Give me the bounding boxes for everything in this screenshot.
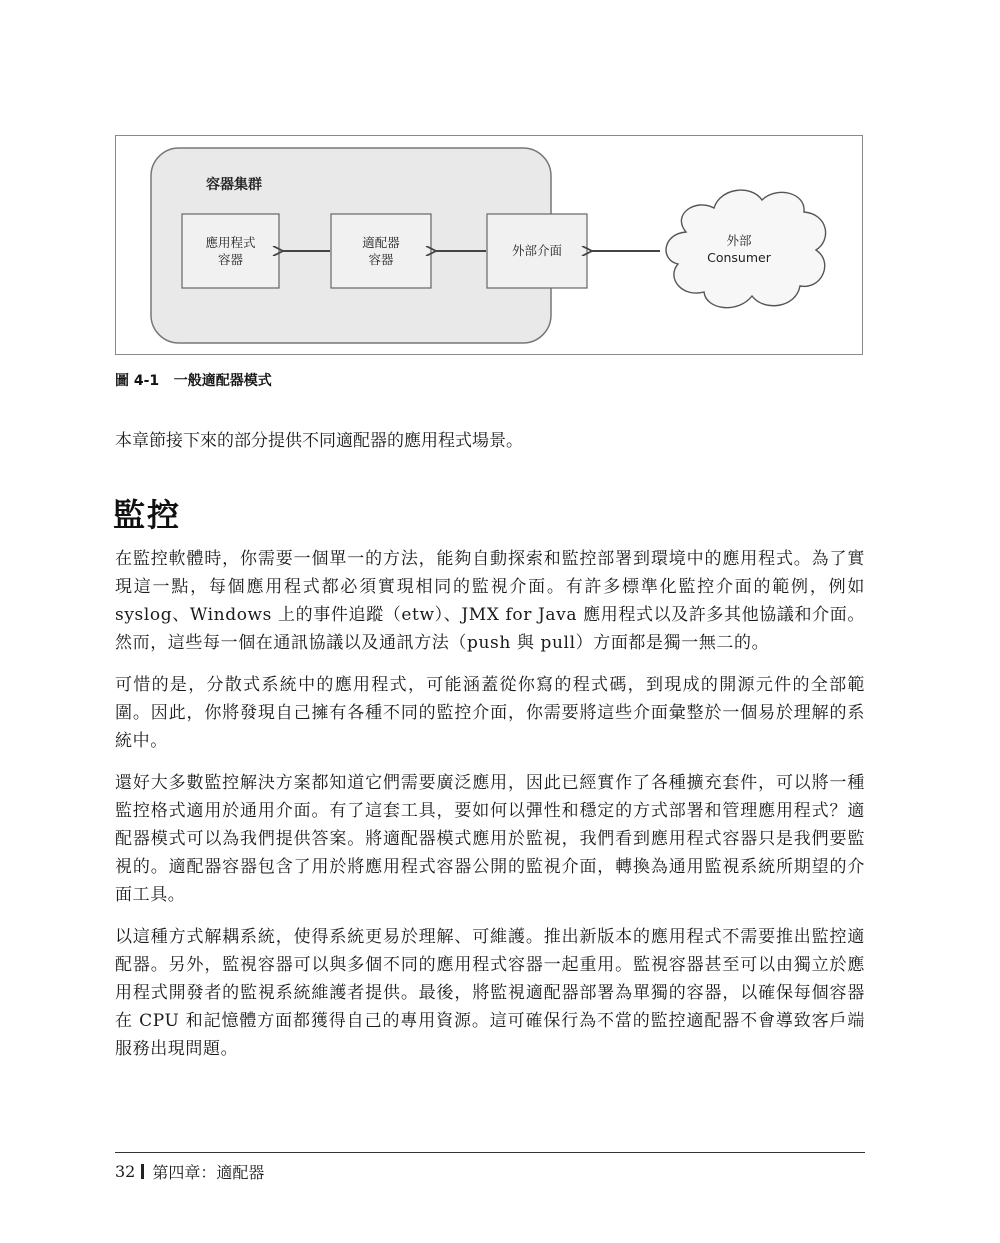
adapter-container-label-1: 適配器 [362, 235, 400, 250]
external-interface-label: 外部介面 [511, 243, 563, 258]
paragraph: 在監控軟體時，你需要一個單一的方法，能夠自動探索和監控部署到環境中的應用程式。為了實現這一點，每個應用程式都必須實現相同的監視介面。有許多標準化監控介面的範例，例如 syslog、Windows 上的事件追蹤（etw）、JMX for Java 應用程式以及許多其他協議和介面。然而，這些每一個在通訊協議以及通訊方法（push 與 pull）方面都是獨一無二的。 [115, 549, 865, 653]
app-container-label-2: 容器 [217, 252, 244, 267]
chapter-title: 第四章：適配器 [152, 1163, 265, 1182]
paragraph: 還好大多數監控解決方案都知道它們需要廣泛應用，因此已經實作了各種擴充套件，可以將一種監控格式適用於通用介面。有了這套工具，要如何以彈性和穩定的方式部署和管理應用程式？適配器模式可以為我們提供答案。將適配器模式應用於監視，我們看到應用程式容器只是我們要監視的。適配器容器包含了用於將應用程式容器公開的監視介面，轉換為通用監視系統所期望的介面工具。 [115, 773, 865, 905]
consumer-cloud [666, 190, 826, 308]
paragraph: 可惜的是，分散式系統中的應用程式，可能涵蓋從你寫的程式碼，到現成的開源元件的全部範圍。因此，你將發現自己擁有各種不同的監控介面，你需要將這些介面彙整於一個易於理解的系統中。 [115, 675, 865, 751]
adapter-container-label-2: 容器 [368, 252, 394, 267]
section-title: 監控 [113, 496, 182, 534]
cluster-label: 容器集群 [206, 177, 262, 193]
intro-paragraph: 本章節接下來的部分提供不同適配器的應用程式場景。 [115, 431, 523, 451]
adapter-container-box [331, 214, 431, 288]
paragraph: 以這種方式解耦系統，使得系統更易於理解、可維護。推出新版本的應用程式不需要推出監控適配器。另外，監視容器可以與多個不同的應用程式容器一起重用。監視容器甚至可以由獨立於應用程式開發者的監視系統維護者提供。最後，將監視適配器部署為單獨的容器，以確保每個容器在 CPU 和記憶體方面都獲得自己的專用資源。這可確保行為不當的監控適配器不會導致客戶端服務出現問題。 [115, 927, 865, 1059]
app-container-box [182, 214, 279, 288]
body-text [115, 545, 865, 1077]
app-container-label-1: 應用程式 [205, 235, 256, 250]
footer-rule [115, 1152, 865, 1153]
consumer-label-2: Consumer [707, 250, 771, 265]
consumer-label-1: 外部 [726, 233, 752, 248]
page-number: 32 [115, 1162, 136, 1181]
figure-caption: 圖 4-1 一般適配器模式 [115, 373, 272, 389]
page-footer [115, 1160, 264, 1183]
figure-frame [115, 135, 863, 355]
footer-separator [141, 1164, 144, 1179]
adapter-pattern-diagram [116, 136, 864, 356]
